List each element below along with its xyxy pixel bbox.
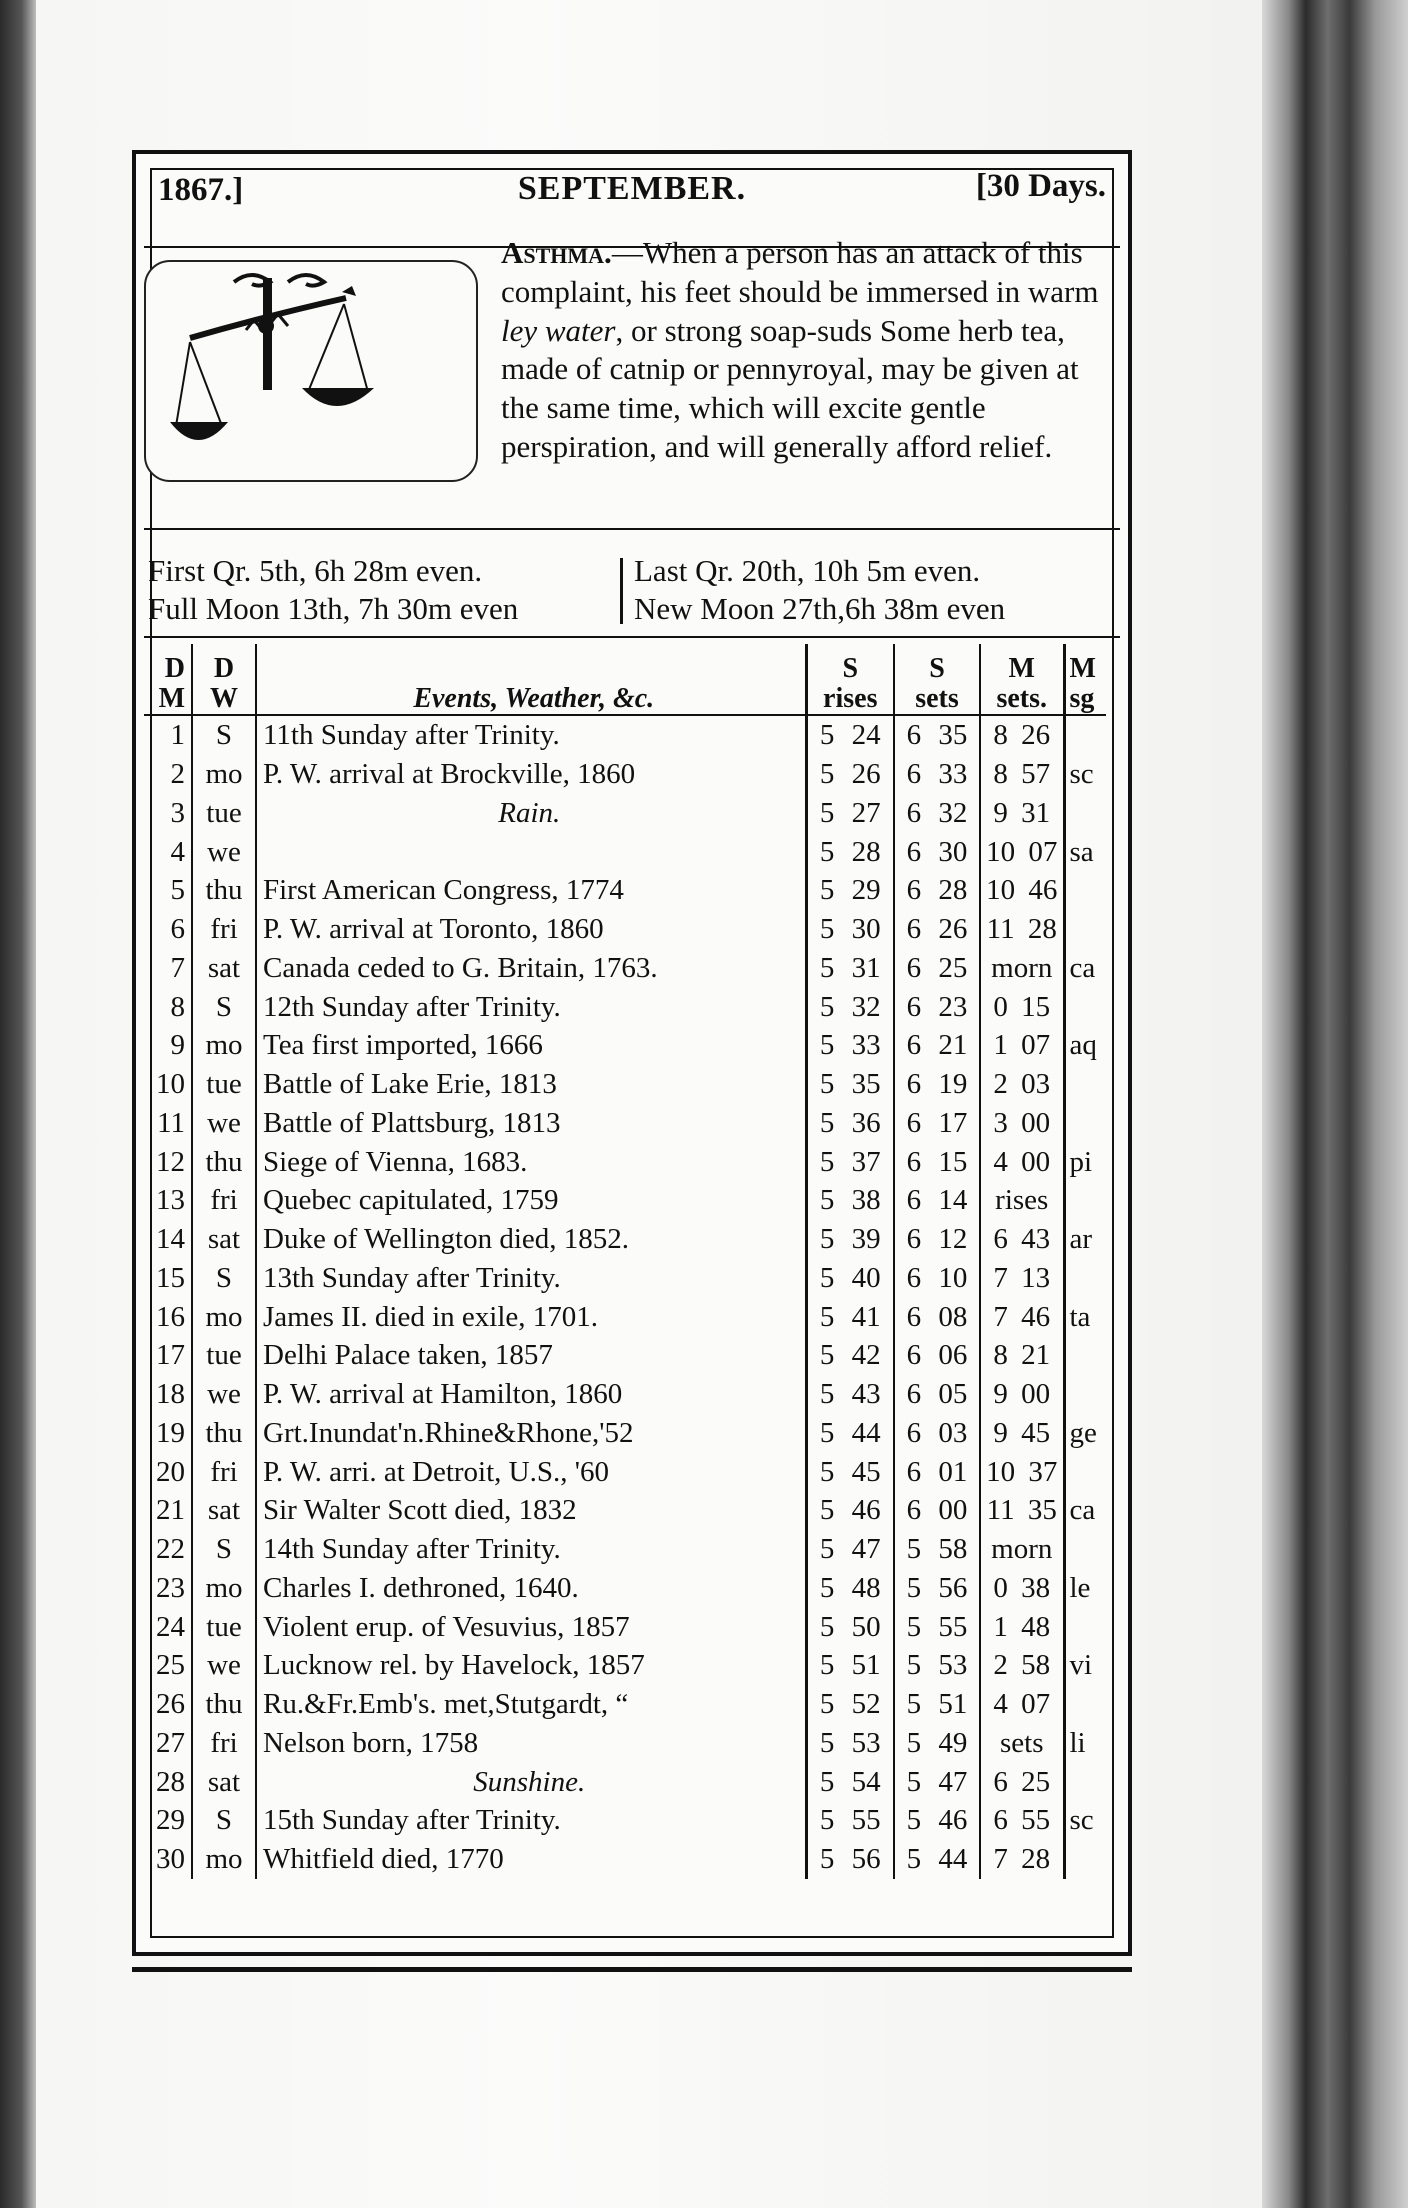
moon-sets-cell: 0 38 bbox=[980, 1569, 1064, 1608]
day-of-week-cell: we bbox=[192, 1104, 256, 1143]
event-cell bbox=[256, 832, 806, 871]
sun-rises-cell: 5 55 bbox=[806, 1801, 894, 1840]
moon-divider bbox=[620, 558, 623, 624]
day-of-month-cell: 24 bbox=[144, 1607, 192, 1646]
event-cell: First American Congress, 1774 bbox=[256, 871, 806, 910]
sun-sets-cell: 5 58 bbox=[894, 1530, 980, 1569]
moon-sign-cell: li bbox=[1069, 1726, 1086, 1759]
day-of-week-cell: S bbox=[192, 1259, 256, 1298]
moon-sets-cell: 8 57 bbox=[980, 755, 1064, 794]
page-header bbox=[136, 162, 1128, 218]
sun-sets-cell: 6 00 bbox=[894, 1491, 980, 1530]
moon-sign-cell: pi bbox=[1069, 1145, 1093, 1178]
day-of-week-cell: mo bbox=[192, 1026, 256, 1065]
day-of-week-cell: S bbox=[192, 987, 256, 1026]
sun-sets-cell: 6 33 bbox=[894, 755, 980, 794]
almanac-frame bbox=[132, 150, 1132, 1956]
event-cell: 13th Sunday after Trinity. bbox=[256, 1259, 806, 1298]
sun-sets-cell: 6 26 bbox=[894, 910, 980, 949]
event-cell: Battle of Plattsburg, 1813 bbox=[256, 1104, 806, 1143]
sun-sets-cell: 6 28 bbox=[894, 871, 980, 910]
day-of-month-cell: 12 bbox=[144, 1142, 192, 1181]
sun-sets-cell: 6 21 bbox=[894, 1026, 980, 1065]
sun-rises-cell: 5 29 bbox=[806, 871, 894, 910]
moon-sets-cell: 0 15 bbox=[980, 987, 1064, 1026]
book-spine-edge bbox=[1262, 0, 1408, 2208]
moon-sets-cell: 6 43 bbox=[980, 1220, 1064, 1259]
day-of-week-cell: thu bbox=[192, 1414, 256, 1453]
moon-sign-cell bbox=[1064, 1685, 1106, 1724]
day-of-month-cell: 10 bbox=[144, 1065, 192, 1104]
sun-rises-cell: 5 37 bbox=[806, 1142, 894, 1181]
table-row bbox=[144, 1607, 1106, 1646]
day-of-month-cell: 22 bbox=[144, 1530, 192, 1569]
table-header-row bbox=[144, 644, 1106, 715]
sun-rises-cell: 5 52 bbox=[806, 1685, 894, 1724]
day-of-month-cell: 11 bbox=[144, 1104, 192, 1143]
day-of-month-cell: 28 bbox=[144, 1762, 192, 1801]
table-row bbox=[144, 1065, 1106, 1104]
event-cell: Nelson born, 1758 bbox=[256, 1724, 806, 1763]
sun-rises-cell: 5 33 bbox=[806, 1026, 894, 1065]
day-of-month-cell: 26 bbox=[144, 1685, 192, 1724]
sun-sets-cell: 6 17 bbox=[894, 1104, 980, 1143]
moon-sign-cell bbox=[1064, 1840, 1106, 1879]
event-cell: Rain. bbox=[256, 794, 806, 833]
moon-sets-cell: rises bbox=[980, 1181, 1064, 1220]
event-cell: Duke of Wellington died, 1852. bbox=[256, 1220, 806, 1259]
calendar-body bbox=[144, 715, 1106, 1879]
table-row bbox=[144, 1801, 1106, 1840]
moon-sign-cell: ca bbox=[1069, 951, 1096, 984]
table-row bbox=[144, 1530, 1106, 1569]
day-of-month-cell: 20 bbox=[144, 1452, 192, 1491]
day-of-month-cell: 30 bbox=[144, 1840, 192, 1879]
moon-sets-cell: morn bbox=[980, 1530, 1064, 1569]
day-of-week-cell: we bbox=[192, 832, 256, 871]
moon-sign-cell bbox=[1064, 1375, 1106, 1414]
day-of-month-cell: 6 bbox=[144, 910, 192, 949]
event-cell: 15th Sunday after Trinity. bbox=[256, 1801, 806, 1840]
event-cell: 11th Sunday after Trinity. bbox=[256, 715, 806, 755]
day-of-week-cell: we bbox=[192, 1375, 256, 1414]
moon-sign-cell bbox=[1064, 871, 1106, 910]
day-of-month-cell: 2 bbox=[144, 755, 192, 794]
moon-rule bbox=[144, 636, 1120, 638]
sun-rises-cell: 5 40 bbox=[806, 1259, 894, 1298]
day-of-week-cell: sat bbox=[192, 1762, 256, 1801]
sun-rises-cell: 5 54 bbox=[806, 1762, 894, 1801]
table-row bbox=[144, 1375, 1106, 1414]
table-row bbox=[144, 1840, 1106, 1879]
moon-sets-cell: 8 26 bbox=[980, 715, 1064, 755]
sun-rises-cell: 5 39 bbox=[806, 1220, 894, 1259]
event-cell: Grt.Inundat'n.Rhine&Rhone,'52 bbox=[256, 1414, 806, 1453]
day-of-week-cell: tue bbox=[192, 1607, 256, 1646]
sun-sets-cell: 5 55 bbox=[894, 1607, 980, 1646]
table-row bbox=[144, 1491, 1106, 1530]
day-of-week-cell: thu bbox=[192, 1685, 256, 1724]
sun-sets-cell: 5 53 bbox=[894, 1646, 980, 1685]
day-of-month-cell: 17 bbox=[144, 1336, 192, 1375]
sun-sets-cell: 6 06 bbox=[894, 1336, 980, 1375]
moon-sign-cell: sc bbox=[1069, 1804, 1094, 1837]
note-title: Asthma. bbox=[501, 235, 612, 270]
sun-rises-cell: 5 50 bbox=[806, 1607, 894, 1646]
day-of-month-cell: 1 bbox=[144, 715, 192, 755]
sun-rises-cell: 5 47 bbox=[806, 1530, 894, 1569]
moon-phases bbox=[144, 548, 1104, 632]
moon-sign-cell bbox=[1064, 1762, 1106, 1801]
table-row bbox=[144, 1220, 1106, 1259]
header-sun-rises: S rises bbox=[806, 644, 894, 715]
new-moon: New Moon 27th,6h 38m even bbox=[634, 591, 1006, 626]
day-of-week-cell: mo bbox=[192, 755, 256, 794]
day-of-week-cell: thu bbox=[192, 1142, 256, 1181]
moon-sets-cell: 11 35 bbox=[980, 1491, 1064, 1530]
day-of-week-cell: S bbox=[192, 1801, 256, 1840]
event-cell: Sunshine. bbox=[256, 1762, 806, 1801]
sun-rises-cell: 5 43 bbox=[806, 1375, 894, 1414]
moon-sets-cell: 7 46 bbox=[980, 1297, 1064, 1336]
header-day-of-month: D M bbox=[144, 644, 192, 715]
sun-rises-cell: 5 35 bbox=[806, 1065, 894, 1104]
day-of-week-cell: tue bbox=[192, 1336, 256, 1375]
sun-rises-cell: 5 27 bbox=[806, 794, 894, 833]
moon-sign-cell bbox=[1064, 910, 1106, 949]
sun-rises-cell: 5 53 bbox=[806, 1724, 894, 1763]
sun-sets-cell: 5 51 bbox=[894, 1685, 980, 1724]
moon-sets-cell: 4 07 bbox=[980, 1685, 1064, 1724]
table-row bbox=[144, 755, 1106, 794]
sun-sets-cell: 5 44 bbox=[894, 1840, 980, 1879]
sun-rises-cell: 5 36 bbox=[806, 1104, 894, 1143]
sun-rises-cell: 5 45 bbox=[806, 1452, 894, 1491]
table-row bbox=[144, 1297, 1106, 1336]
last-quarter: Last Qr. 20th, 10h 5m even. bbox=[634, 553, 981, 588]
moon-sign-cell bbox=[1064, 1452, 1106, 1491]
sun-sets-cell: 6 08 bbox=[894, 1297, 980, 1336]
event-cell: P. W. arrival at Brockville, 1860 bbox=[256, 755, 806, 794]
moon-sign-cell bbox=[1064, 1181, 1106, 1220]
moon-sign-cell: sa bbox=[1069, 835, 1094, 868]
moon-sets-cell: 9 31 bbox=[980, 794, 1064, 833]
moon-sign-cell: ta bbox=[1069, 1300, 1091, 1333]
event-cell: 14th Sunday after Trinity. bbox=[256, 1530, 806, 1569]
sun-sets-cell: 6 10 bbox=[894, 1259, 980, 1298]
note-text-1: —When a person has an attack of this complaint, his feet should be immersed in warm bbox=[501, 235, 1099, 309]
year-label: 1867.] bbox=[158, 172, 244, 208]
moon-sign-cell bbox=[1064, 794, 1106, 833]
sun-sets-cell: 6 35 bbox=[894, 715, 980, 755]
table-row bbox=[144, 1142, 1106, 1181]
day-of-month-cell: 16 bbox=[144, 1297, 192, 1336]
moon-sets-cell: 1 07 bbox=[980, 1026, 1064, 1065]
day-of-month-cell: 14 bbox=[144, 1220, 192, 1259]
moon-sets-cell: 6 25 bbox=[980, 1762, 1064, 1801]
event-cell: Tea first imported, 1666 bbox=[256, 1026, 806, 1065]
sun-rises-cell: 5 24 bbox=[806, 715, 894, 755]
event-cell: Ru.&Fr.Emb's. met,Stutgardt, “ bbox=[256, 1685, 806, 1724]
day-of-month-cell: 27 bbox=[144, 1724, 192, 1763]
table-row bbox=[144, 715, 1106, 755]
moon-sign-cell: le bbox=[1069, 1571, 1091, 1604]
sun-rises-cell: 5 32 bbox=[806, 987, 894, 1026]
header-moon-sign: M sg bbox=[1064, 644, 1106, 715]
table-row bbox=[144, 1104, 1106, 1143]
sun-sets-cell: 6 14 bbox=[894, 1181, 980, 1220]
bottom-rule bbox=[132, 1967, 1132, 1972]
day-of-month-cell: 15 bbox=[144, 1259, 192, 1298]
moon-sets-cell: sets bbox=[980, 1724, 1064, 1763]
moon-sign-cell bbox=[1064, 987, 1106, 1026]
day-of-week-cell: fri bbox=[192, 1181, 256, 1220]
day-of-month-cell: 9 bbox=[144, 1026, 192, 1065]
table-row bbox=[144, 1336, 1106, 1375]
sun-rises-cell: 5 31 bbox=[806, 949, 894, 988]
event-cell: 12th Sunday after Trinity. bbox=[256, 987, 806, 1026]
table-row bbox=[144, 1646, 1106, 1685]
moon-sets-cell: morn bbox=[980, 949, 1064, 988]
sun-sets-cell: 6 23 bbox=[894, 987, 980, 1026]
event-cell: P. W. arri. at Detroit, U.S., '60 bbox=[256, 1452, 806, 1491]
moon-sets-cell: 11 28 bbox=[980, 910, 1064, 949]
moon-sets-cell: 2 03 bbox=[980, 1065, 1064, 1104]
day-of-week-cell: sat bbox=[192, 949, 256, 988]
moon-sets-cell: 3 00 bbox=[980, 1104, 1064, 1143]
moon-sets-cell: 10 46 bbox=[980, 871, 1064, 910]
day-of-week-cell: fri bbox=[192, 1452, 256, 1491]
event-cell: Whitfield died, 1770 bbox=[256, 1840, 806, 1879]
day-of-week-cell: fri bbox=[192, 910, 256, 949]
sun-rises-cell: 5 41 bbox=[806, 1297, 894, 1336]
sun-sets-cell: 5 46 bbox=[894, 1801, 980, 1840]
sun-sets-cell: 6 12 bbox=[894, 1220, 980, 1259]
day-of-month-cell: 3 bbox=[144, 794, 192, 833]
day-of-week-cell: sat bbox=[192, 1220, 256, 1259]
moon-sets-cell: 9 45 bbox=[980, 1414, 1064, 1453]
day-of-month-cell: 25 bbox=[144, 1646, 192, 1685]
day-of-week-cell: tue bbox=[192, 1065, 256, 1104]
moon-sets-cell: 4 00 bbox=[980, 1142, 1064, 1181]
table-row bbox=[144, 794, 1106, 833]
sun-rises-cell: 5 51 bbox=[806, 1646, 894, 1685]
event-cell: Siege of Vienna, 1683. bbox=[256, 1142, 806, 1181]
table-row bbox=[144, 1259, 1106, 1298]
table-row bbox=[144, 987, 1106, 1026]
day-of-week-cell: S bbox=[192, 715, 256, 755]
month-title: SEPTEMBER. bbox=[517, 170, 747, 207]
day-of-month-cell: 23 bbox=[144, 1569, 192, 1608]
table-row bbox=[144, 949, 1106, 988]
sun-rises-cell: 5 28 bbox=[806, 832, 894, 871]
day-of-month-cell: 7 bbox=[144, 949, 192, 988]
event-cell: P. W. arrival at Toronto, 1860 bbox=[256, 910, 806, 949]
sun-sets-cell: 6 03 bbox=[894, 1414, 980, 1453]
asthma-remedy-note bbox=[146, 234, 1102, 467]
day-of-week-cell: mo bbox=[192, 1297, 256, 1336]
event-cell: Sir Walter Scott died, 1832 bbox=[256, 1491, 806, 1530]
moon-sign-cell bbox=[1064, 1530, 1106, 1569]
event-cell: Delhi Palace taken, 1857 bbox=[256, 1336, 806, 1375]
moon-sets-cell: 2 58 bbox=[980, 1646, 1064, 1685]
header-events: Events, Weather, &c. bbox=[256, 644, 806, 715]
table-row bbox=[144, 1452, 1106, 1491]
sun-sets-cell: 6 05 bbox=[894, 1375, 980, 1414]
day-of-week-cell: thu bbox=[192, 871, 256, 910]
table-row bbox=[144, 910, 1106, 949]
moon-sign-cell bbox=[1064, 1259, 1106, 1298]
moon-sets-cell: 10 07 bbox=[980, 832, 1064, 871]
table-row bbox=[144, 1414, 1106, 1453]
table-row bbox=[144, 1026, 1106, 1065]
moon-sets-cell: 1 48 bbox=[980, 1607, 1064, 1646]
sun-sets-cell: 6 19 bbox=[894, 1065, 980, 1104]
day-of-month-cell: 13 bbox=[144, 1181, 192, 1220]
calendar-table bbox=[144, 644, 1106, 1879]
note-rule bbox=[144, 528, 1120, 530]
day-of-week-cell: mo bbox=[192, 1569, 256, 1608]
table-row bbox=[144, 832, 1106, 871]
event-cell: James II. died in exile, 1701. bbox=[256, 1297, 806, 1336]
day-of-week-cell: tue bbox=[192, 794, 256, 833]
moon-sets-cell: 9 00 bbox=[980, 1375, 1064, 1414]
note-text-2: , or strong soap-suds Some herb tea, made of catnip or pennyroyal, may be given at the same time, which will excite gentle perspiration, and will generally afford relief. bbox=[501, 312, 1079, 464]
sun-sets-cell: 6 15 bbox=[894, 1142, 980, 1181]
moon-sets-cell: 6 55 bbox=[980, 1801, 1064, 1840]
moon-sign-cell: ca bbox=[1069, 1494, 1096, 1527]
sun-sets-cell: 6 32 bbox=[894, 794, 980, 833]
sun-rises-cell: 5 46 bbox=[806, 1491, 894, 1530]
moon-sign-cell bbox=[1064, 1607, 1106, 1646]
moon-sets-cell: 10 37 bbox=[980, 1452, 1064, 1491]
sun-rises-cell: 5 26 bbox=[806, 755, 894, 794]
day-of-month-cell: 5 bbox=[144, 871, 192, 910]
sun-sets-cell: 5 56 bbox=[894, 1569, 980, 1608]
moon-sign-cell bbox=[1064, 715, 1106, 755]
sun-rises-cell: 5 42 bbox=[806, 1336, 894, 1375]
moon-sign-cell bbox=[1064, 1336, 1106, 1375]
table-row bbox=[144, 871, 1106, 910]
moon-sign-cell: ar bbox=[1069, 1223, 1093, 1256]
sun-rises-cell: 5 38 bbox=[806, 1181, 894, 1220]
event-cell: Violent erup. of Vesuvius, 1857 bbox=[256, 1607, 806, 1646]
sun-rises-cell: 5 56 bbox=[806, 1840, 894, 1879]
table-row bbox=[144, 1724, 1106, 1763]
sun-sets-cell: 5 49 bbox=[894, 1724, 980, 1763]
table-row bbox=[144, 1762, 1106, 1801]
sun-sets-cell: 6 25 bbox=[894, 949, 980, 988]
note-italic: ley water bbox=[501, 312, 616, 348]
event-cell: P. W. arrival at Hamilton, 1860 bbox=[256, 1375, 806, 1414]
moon-sets-cell: 7 28 bbox=[980, 1840, 1064, 1879]
day-of-month-cell: 18 bbox=[144, 1375, 192, 1414]
moon-sign-cell: sc bbox=[1069, 758, 1094, 791]
header-moon-sets: M sets. bbox=[980, 644, 1064, 715]
event-cell: Quebec capitulated, 1759 bbox=[256, 1181, 806, 1220]
day-of-week-cell: sat bbox=[192, 1491, 256, 1530]
table-row bbox=[144, 1685, 1106, 1724]
moon-sets-cell: 7 13 bbox=[980, 1259, 1064, 1298]
day-of-month-cell: 8 bbox=[144, 987, 192, 1026]
table-row bbox=[144, 1181, 1106, 1220]
sun-rises-cell: 5 44 bbox=[806, 1414, 894, 1453]
sun-sets-cell: 5 47 bbox=[894, 1762, 980, 1801]
event-cell: Charles I. dethroned, 1640. bbox=[256, 1569, 806, 1608]
day-of-week-cell: S bbox=[192, 1530, 256, 1569]
day-of-month-cell: 29 bbox=[144, 1801, 192, 1840]
full-moon: Full Moon 13th, 7h 30m even bbox=[148, 591, 519, 626]
sun-rises-cell: 5 48 bbox=[806, 1569, 894, 1608]
day-of-week-cell: fri bbox=[192, 1724, 256, 1763]
scan-left-edge bbox=[0, 0, 36, 2208]
sun-rises-cell: 5 30 bbox=[806, 910, 894, 949]
moon-sign-cell: ge bbox=[1069, 1416, 1097, 1449]
day-of-week-cell: mo bbox=[192, 1840, 256, 1879]
moon-sign-cell bbox=[1064, 1104, 1106, 1143]
header-sun-sets: S sets bbox=[894, 644, 980, 715]
event-cell: Canada ceded to G. Britain, 1763. bbox=[256, 949, 806, 988]
day-of-month-cell: 19 bbox=[144, 1414, 192, 1453]
days-count: [30 Days. bbox=[975, 168, 1106, 204]
event-cell: Lucknow rel. by Havelock, 1857 bbox=[256, 1646, 806, 1685]
event-cell: Battle of Lake Erie, 1813 bbox=[256, 1065, 806, 1104]
header-day-of-week: D W bbox=[192, 644, 256, 715]
moon-sign-cell bbox=[1064, 1065, 1106, 1104]
sun-sets-cell: 6 01 bbox=[894, 1452, 980, 1491]
first-quarter: First Qr. 5th, 6h 28m even. bbox=[148, 553, 483, 588]
sun-sets-cell: 6 30 bbox=[894, 832, 980, 871]
moon-sign-cell: vi bbox=[1069, 1649, 1093, 1682]
moon-sets-cell: 8 21 bbox=[980, 1336, 1064, 1375]
day-of-week-cell: we bbox=[192, 1646, 256, 1685]
day-of-month-cell: 4 bbox=[144, 832, 192, 871]
day-of-month-cell: 21 bbox=[144, 1491, 192, 1530]
moon-sign-cell: aq bbox=[1069, 1029, 1097, 1062]
table-row bbox=[144, 1569, 1106, 1608]
